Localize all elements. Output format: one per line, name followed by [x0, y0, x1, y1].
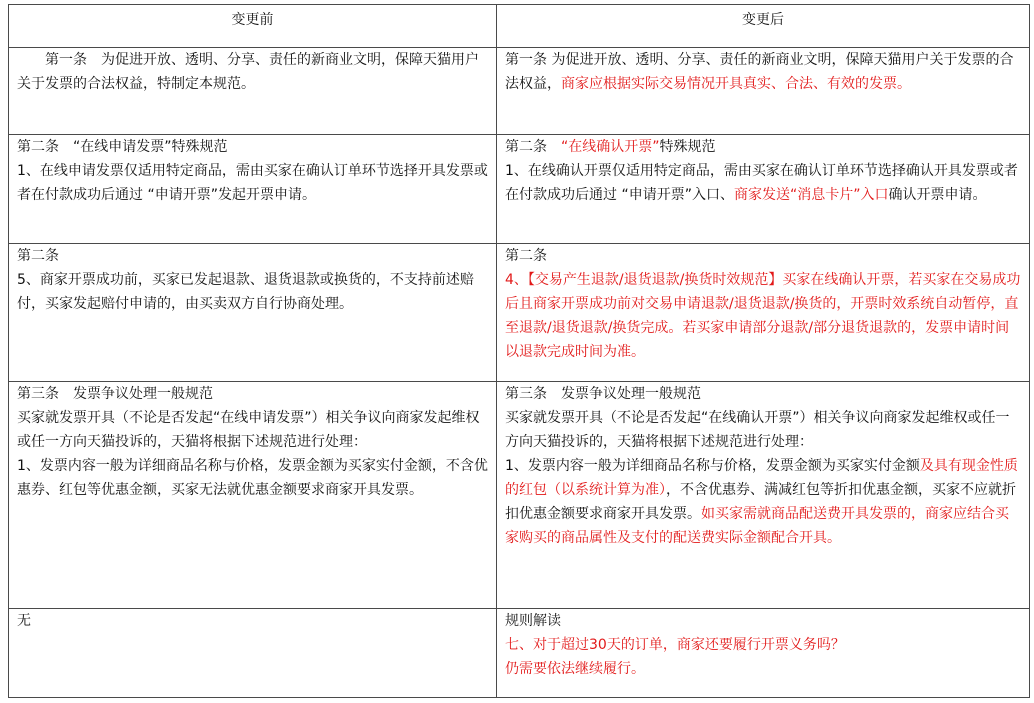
none-before: 无	[17, 613, 31, 629]
article-1-after-change: 商家应根据实际交易情况开具真实、合法、有效的发票。	[561, 76, 911, 92]
header-after: 变更后	[497, 5, 1030, 48]
header-row	[9, 5, 1030, 48]
cell-after	[497, 609, 1030, 698]
cell-after	[497, 382, 1030, 609]
table-row	[9, 244, 1030, 382]
article-2-item-body-after: 4、【交易产生退款/退货退款/换货时效规范】买家在线确认开票，若买家在交易成功后且商家开票成功前对交易申请退款/退货退款/换货的，开票时效系统自动暂停，直至退款/退货退款/换货完成。若买家申请部分退款/部分退货退款的，发票申请时间以退款完成时间为准。	[505, 272, 1021, 360]
title-prefix: 第二条	[505, 139, 561, 155]
header-before: 变更前	[9, 5, 497, 48]
comparison-table	[8, 4, 1030, 698]
article-2-title-before: 第二条 “在线申请发票”特殊规范	[17, 139, 228, 155]
item-change-added: 如买家需就商品配送费开具发票的，商家应结合买家购买的商品属性及支付的配送费实际金额配合开具。	[505, 506, 1009, 546]
article-3-item-after	[505, 454, 1021, 550]
article-3-intro-before: 买家就发票开具（不论是否发起“在线申请发票”）相关争议向商家发起维权或任一方向天猫投诉的，天猫将根据下述规范进行处理：	[17, 410, 480, 450]
article-2-body-after	[505, 159, 1021, 207]
article-3-title-after: 第三条 发票争议处理一般规范	[505, 386, 701, 402]
item-change: 及具有现金性质的红包（以系统计算为准）	[505, 458, 1018, 498]
article-1-before: 第一条 为促进开放、透明、分享、责任的新商业文明，保障天猫用户关于发票的合法权益，特制定本规范。	[17, 52, 479, 92]
cell-before	[9, 135, 497, 244]
cell-after	[497, 48, 1030, 135]
cell-before	[9, 382, 497, 609]
cell-after	[497, 135, 1030, 244]
table-row	[9, 382, 1030, 609]
article-2-title-after	[505, 135, 1021, 159]
article-2-item-title-before: 第二条	[17, 248, 59, 264]
article-2-item-title-after: 第二条	[505, 248, 547, 264]
article-3-title-before: 第三条 发票争议处理一般规范	[17, 386, 213, 402]
cell-before	[9, 609, 497, 698]
item-text-continued: ，不含优惠券、满减红包等折扣优惠金额，买家不应就折扣优惠金额要求商家开具发票。	[505, 482, 1016, 522]
body-change: 商家发送“消息卡片”入口	[733, 187, 889, 203]
interpretation-answer: 仍需要依法继续履行。	[505, 661, 645, 677]
article-3-item-before: 1、发票内容一般为详细商品名称与价格，发票金额为买家实付金额，不含优惠券、红包等优惠金额，买家无法就优惠金额要求商家开具发票。	[17, 458, 488, 498]
article-2-item-body-before: 5、商家开票成功前，买家已发起退款、退货退款或换货的，不支持前述赔付，买家发起赔付申请的，由买卖双方自行协商处理。	[17, 272, 474, 312]
article-2-body-before: 1、在线申请发票仅适用特定商品，需由买家在确认订单环节选择开具发票或者在付款成功后通过 “申请开票”发起开票申请。	[17, 163, 488, 203]
interpretation-question: 七、对于超过30天的订单，商家还要履行开票义务吗？	[505, 637, 845, 653]
article-1-after	[505, 48, 1021, 96]
body-suffix: 确认开票申请。	[888, 187, 987, 203]
table-row	[9, 48, 1030, 135]
table-row	[9, 135, 1030, 244]
title-suffix: 特殊规范	[659, 139, 716, 155]
item-text: 1、发票内容一般为详细商品名称与价格，发票金额为买家实付金额	[505, 458, 920, 474]
body-text: 1、在线确认开票仅适用特定商品，需由买家在确认订单环节选择确认开具发票或者在付款成功后通过 “申请开票”入口、	[505, 163, 1018, 203]
cell-before	[9, 48, 497, 135]
cell-before	[9, 244, 497, 382]
table-row	[9, 609, 1030, 698]
cell-after	[497, 244, 1030, 382]
title-change: “在线确认开票”	[561, 139, 660, 155]
article-3-intro-after: 买家就发票开具（不论是否发起“在线确认开票”）相关争议向商家发起维权或任一方向天猫投诉的，天猫将根据下述规范进行处理：	[505, 410, 1010, 450]
interpretation-title: 规则解读	[505, 613, 561, 629]
article-1-after-text: 第一条 为促进开放、透明、分享、责任的新商业文明，保障天猫用户关于发票的合法权益，	[505, 52, 1014, 92]
